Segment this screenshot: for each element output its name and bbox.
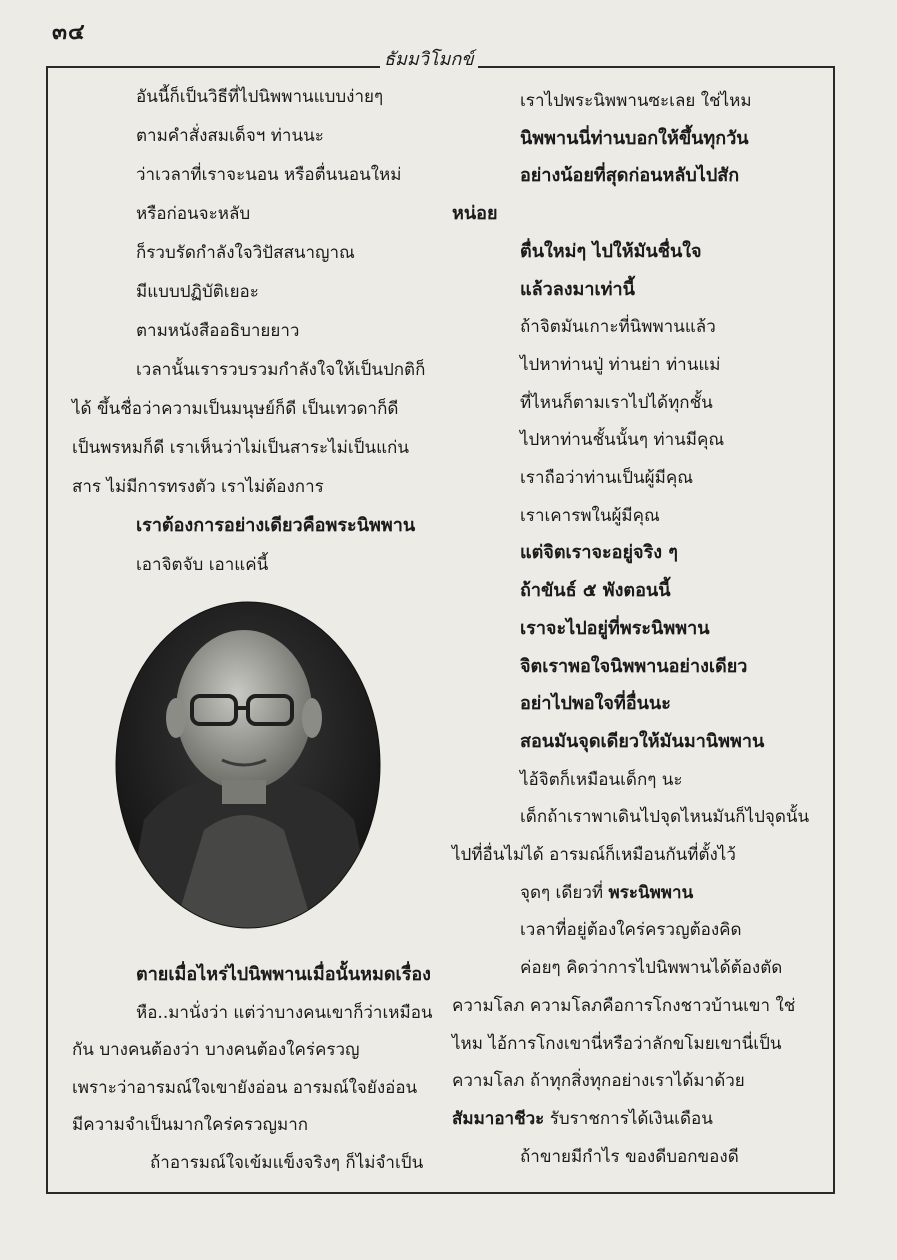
text-line: ตามหนังสืออธิบายยาว <box>136 321 300 341</box>
text-line: ไปหาท่านปู่ ท่านย่า ท่านแม่ <box>520 354 721 375</box>
text-line: อันนี้ก็เป็นวิธีที่ไปนิพพานแบบง่ายๆ <box>136 87 384 107</box>
text-line: แล้วลงมาเท่านี้ <box>520 278 635 300</box>
text-line: ตามคำสั่งสมเด็จฯ ท่านนะ <box>136 126 324 146</box>
text-line: ก็รวบรัดกำลังใจวิปัสสนาญาณ <box>136 243 355 263</box>
text-line: ถ้าอารมณ์ใจเข้มแข็งจริงๆ ก็ไม่จำเป็น <box>150 1152 424 1173</box>
text-line: หน่อย <box>452 203 498 225</box>
text-line: เราไปพระนิพพานซะเลย ใช่ไหม <box>520 91 752 111</box>
text-line: สอนมันจุดเดียวให้มันมานิพพาน <box>520 730 765 752</box>
text-line: จุดๆ เดียวที่ พระนิพพาน <box>520 882 694 903</box>
text-line: ความโลภ ถ้าทุกสิ่งทุกอย่างเราได้มาด้วย <box>452 1071 745 1092</box>
text-line: มีแบบปฏิบัติเยอะ <box>136 282 259 302</box>
text-line: ถ้าขันธ์ ๕ พังตอนนี้ <box>520 580 671 602</box>
text-line: เป็นพรหมก็ดี เราเห็นว่าไม่เป็นสาระไม่เป็นแก่น <box>72 438 409 458</box>
text-line: อย่าไปพอใจที่อื่นนะ <box>520 693 671 715</box>
text-line: ไหม ไอ้การโกงเขานี่หรือว่าลักขโมยเขานี่เป็น <box>452 1033 782 1054</box>
text-line: ถ้าจิตมันเกาะที่นิพพานแล้ว <box>520 317 716 338</box>
text-line: ที่ไหนก็ตามเราไปได้ทุกชั้น <box>520 392 713 413</box>
text-line: เราจะไปอยู่ที่พระนิพพาน <box>520 617 710 639</box>
text-line: ไปหาท่านชั้นนั้นๆ ท่านมีคุณ <box>520 430 725 451</box>
text-line: จิตเราพอใจนิพพานอย่างเดียว <box>520 655 748 677</box>
text-line: เวลาที่อยู่ต้องใคร่ครวญต้องคิด <box>520 920 742 941</box>
text-line: มีความจำเป็นมากใคร่ครวญมาก <box>72 1115 309 1135</box>
running-title: ธัมมวิโมกข์ <box>380 44 478 73</box>
text-line: สัมมาอาชีวะ รับราชการได้เงินเดือน <box>452 1108 713 1129</box>
text-line: เวลานั้นเรารวบรวมกำลังใจให้เป็นปกติก็ <box>136 360 426 380</box>
text-line: ถ้าขายมีกำไร ของดีบอกของดี <box>520 1146 739 1167</box>
text-line: ตื่นใหม่ๆ ไปให้มันชื่นใจ <box>520 240 702 262</box>
text-line: หือ..มานั่งว่า แต่ว่าบางคนเขาก็ว่าเหมือน <box>136 1002 433 1023</box>
text-line: หรือก่อนจะหลับ <box>136 204 251 224</box>
text-line: เราถือว่าท่านเป็นผู้มีคุณ <box>520 468 693 488</box>
text-line: เอาจิตจับ เอาแค่นี้ <box>136 555 269 575</box>
text-line: เราต้องการอย่างเดียวคือพระนิพพาน <box>136 515 416 536</box>
text-line: ตายเมื่อไหร่ไปนิพพานเมื่อนั้นหมดเรื่อง <box>136 964 431 985</box>
monk-portrait-photo <box>114 600 382 930</box>
text-line: ว่าเวลาที่เราจะนอน หรือตื่นนอนใหม่ <box>136 165 402 185</box>
text-line: ค่อยๆ คิดว่าการไปนิพพานได้ต้องตัด <box>520 958 783 979</box>
text-line: ได้ ขึ้นชื่อว่าความเป็นมนุษย์ก็ดี เป็นเทวดาก็ดี <box>72 399 399 419</box>
text-line: ไอ้จิตก็เหมือนเด็กๆ นะ <box>520 769 683 790</box>
text-line: สาร ไม่มีการทรงตัว เราไม่ต้องการ <box>72 477 324 497</box>
text-line: เราเคารพในผู้มีคุณ <box>520 505 660 526</box>
text-line: กัน บางคนต้องว่า บางคนต้องใคร่ครวญ <box>72 1040 360 1060</box>
text-line: ความโลภ ความโลภคือการโกงชาวบ้านเขา ใช่ <box>452 995 796 1016</box>
text-line: เด็กถ้าเราพาเดินไปจุดไหนมันก็ไปจุดนั้น <box>520 807 810 828</box>
text-line: นิพพานนี่ท่านบอกให้ขึ้นทุกวัน <box>520 127 749 149</box>
text-line: เพราะว่าอารมณ์ใจเขายังอ่อน อารมณ์ใจยังอ่อน <box>72 1077 418 1098</box>
text-line: แต่จิตเราจะอยู่จริง ๆ <box>520 542 678 564</box>
text-line: อย่างน้อยที่สุดก่อนหลับไปสัก <box>520 165 740 187</box>
page-number: ๓๔ <box>52 19 86 45</box>
text-line: ไปที่อื่นไม่ได้ อารมณ์ก็เหมือนกันที่ตั้งไว้ <box>452 845 736 865</box>
